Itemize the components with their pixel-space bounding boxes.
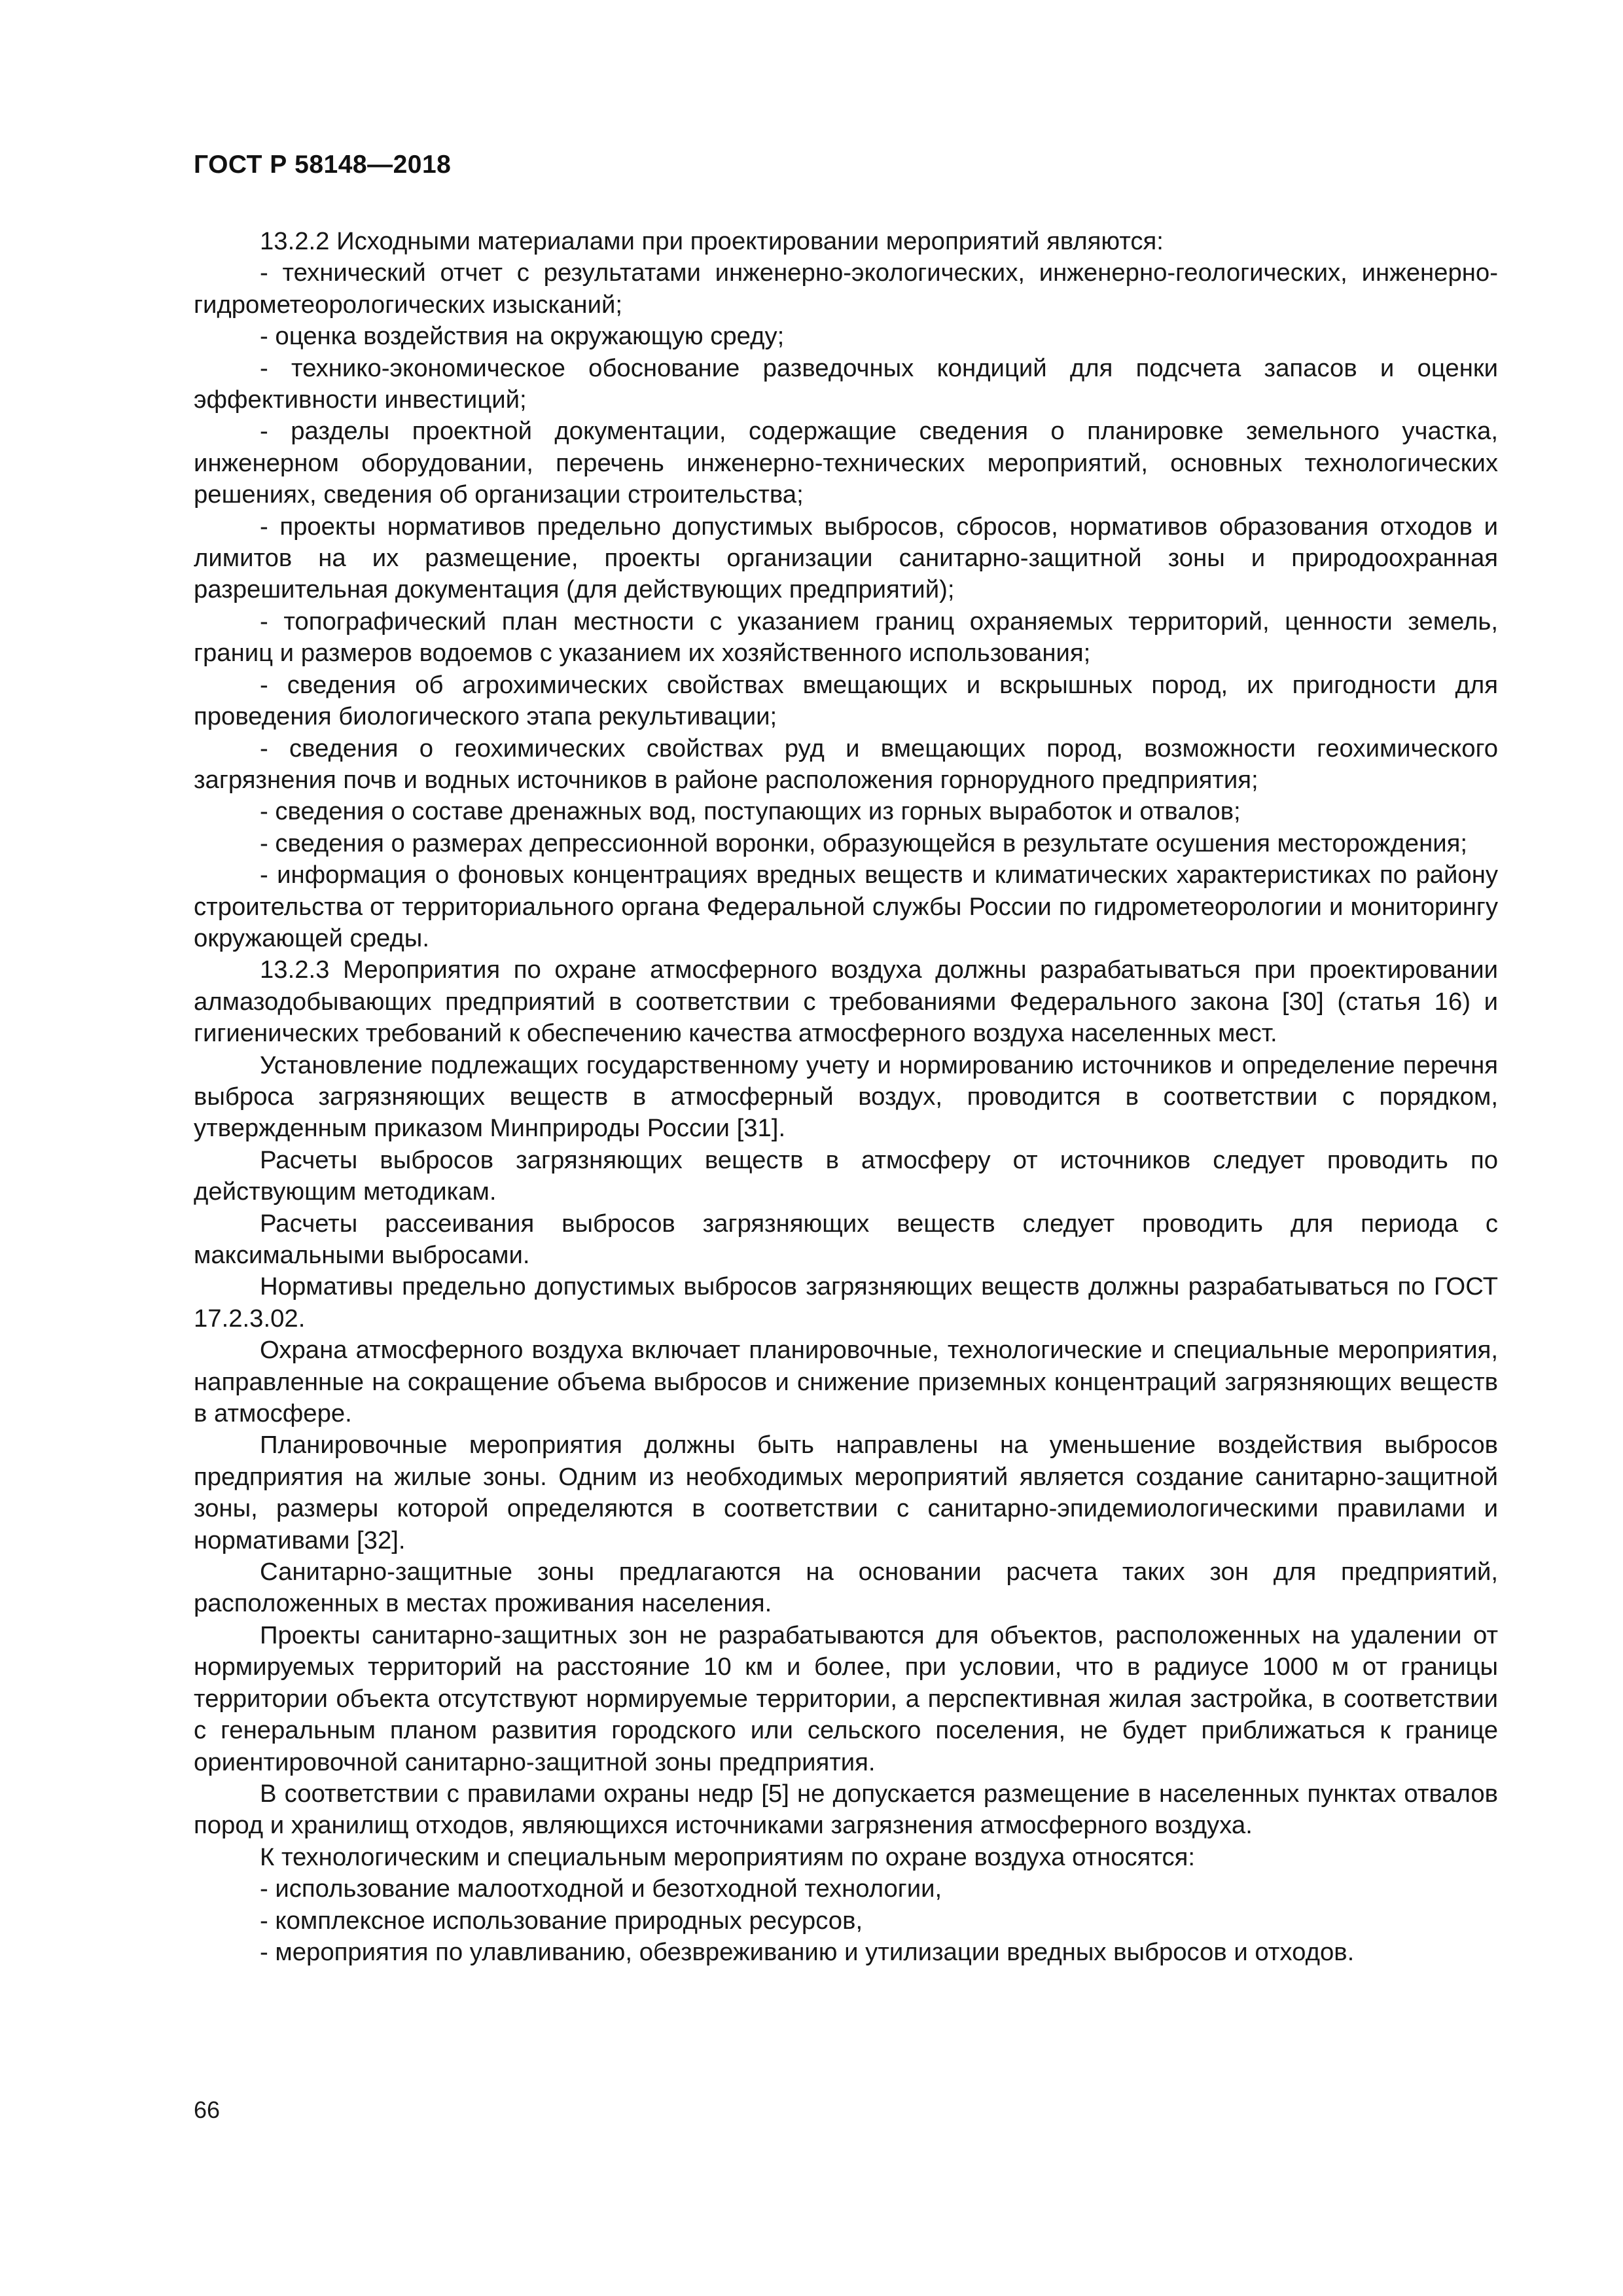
list-item: - проекты нормативов предельно допустимых выбросов, сбросов, нормативов образования отходов и лимитов на их размещение, проекты организации санитарно-защитной зоны и природоохранная разрешительная документация (для действующих предприятий); bbox=[194, 512, 1498, 604]
paragraph: Расчеты выбросов загрязняющих веществ в атмосферу от источников следует проводить по действующим методикам. bbox=[194, 1145, 1498, 1206]
list-item: - сведения о размерах депрессионной воронки, образующейся в результате осушения месторождения; bbox=[260, 829, 1468, 857]
page-number: 66 bbox=[194, 2096, 221, 2123]
paragraph: Планировочные мероприятия должны быть направлены на уменьшение воздействия выбросов предприятия на жилые зоны. Одним из необходимых мероприятий является создание санитарно-защитной зоны, размеры которой определяются в соответствии с санитарно-эпидемиологическими правилами и нормативами [32]. bbox=[194, 1431, 1498, 1554]
paragraph: Установление подлежащих государственному учету и нормированию источников и определение перечня выброса загрязняющих веществ в атмосферный воздух, проводится в соответствии с порядком, утвержденным приказом Минприроды России [31]. bbox=[194, 1050, 1498, 1143]
paragraph: Охрана атмосферного воздуха включает планировочные, технологические и специальные мероприятия, направленные на сокращение объема выбросов и снижение приземных концентраций загрязняющих веществ в атмосфере. bbox=[194, 1336, 1498, 1428]
list-item: - сведения о составе дренажных вод, поступающих из горных выработок и отвалов; bbox=[260, 797, 1241, 826]
list-item: - технико-экономическое обоснование разведочных кондиций для подсчета запасов и оценки эффективности инвестиций; bbox=[194, 353, 1498, 414]
list-item: - технический отчет с результатами инженерно-экологических, инженерно-геологических, инженерно- гидрометеорологических изысканий; bbox=[194, 259, 1498, 319]
paragraph: Нормативы предельно допустимых выбросов загрязняющих веществ должны разрабатываться по ГОСТ 17.2.3.02. bbox=[194, 1272, 1498, 1333]
list-item: - комплексное использование природных ресурсов, bbox=[260, 1906, 863, 1935]
document-header: ГОСТ Р 58148—2018 bbox=[194, 151, 452, 179]
list-item: - использование малоотходной и безотходной технологии, bbox=[260, 1874, 942, 1903]
paragraph: Проекты санитарно-защитных зон не разрабатываются для объектов, расположенных на удалении от нормируемых территорий на расстояние 10 км и более, при условии, что в радиусе 1000 м от границы территории объекта отсутствуют нормируемые территории, а перспективная жилая застройка, в соответствии с генеральным планом развития городского или сельского поселения, не будет приближаться к границе ориентировочной санитарно-защитной зоны предприятия. bbox=[194, 1621, 1498, 1776]
list-item: - сведения об агрохимических свойствах вмещающих и вскрышных пород, их пригодности для проведения биологического этапа рекультивации; bbox=[194, 670, 1498, 731]
paragraph: В соответствии с правилами охраны недр [5] не допускается размещение в населенных пунктах отвалов пород и хранилищ отходов, являющихся источниками загрязнения атмосферного воздуха. bbox=[194, 1779, 1498, 1840]
list-item: - топографический план местности с указанием границ охраняемых территорий, ценности земель, границ и размеров водоемов с указанием их хозяйственного использования; bbox=[194, 607, 1498, 668]
document-body bbox=[194, 226, 1498, 1968]
paragraph: К технологическим и специальным мероприятиям по охране воздуха относятся: bbox=[260, 1842, 1196, 1871]
paragraph: Санитарно-защитные зоны предлагаются на основании расчета таких зон для предприятий, расположенных в местах проживания населения. bbox=[194, 1558, 1498, 1618]
list-item: - разделы проектной документации, содержащие сведения о планировке земельного участка, инженерном оборудовании, перечень инженерно-технических мероприятий, основных технологических решениях, сведения об организации строительства; bbox=[194, 417, 1498, 509]
paragraph-13-2-2: 13.2.2 Исходными материалами при проектировании мероприятий являются: bbox=[260, 227, 1164, 255]
paragraph: Расчеты рассеивания выбросов загрязняющих веществ следует проводить для периода с максимальными выбросами. bbox=[194, 1209, 1498, 1269]
list-item: - сведения о геохимических свойствах руд и вмещающих пород, возможности геохимического загрязнения почв и водных источников в районе расположения горнорудного предприятия; bbox=[194, 734, 1498, 794]
paragraph-13-2-3: 13.2.3 Мероприятия по охране атмосферного воздуха должны разрабатываться при проектировании алмазодобывающих предприятий в соответствии с требованиями Федерального закона [30] (статья 16) и гигиенических требований к обеспечению качества атмосферного воздуха населенных мест. bbox=[194, 956, 1498, 1048]
list-item: - информация о фоновых концентрациях вредных веществ и климатических характеристиках по району строительства от территориального органа Федеральной службы России по гидрометеорологии и мониторингу окружающей среды. bbox=[194, 861, 1498, 952]
list-item: - мероприятия по улавливанию, обезвреживанию и утилизации вредных выбросов и отходов. bbox=[260, 1937, 1355, 1966]
list-item: - оценка воздействия на окружающую среду; bbox=[260, 322, 785, 351]
